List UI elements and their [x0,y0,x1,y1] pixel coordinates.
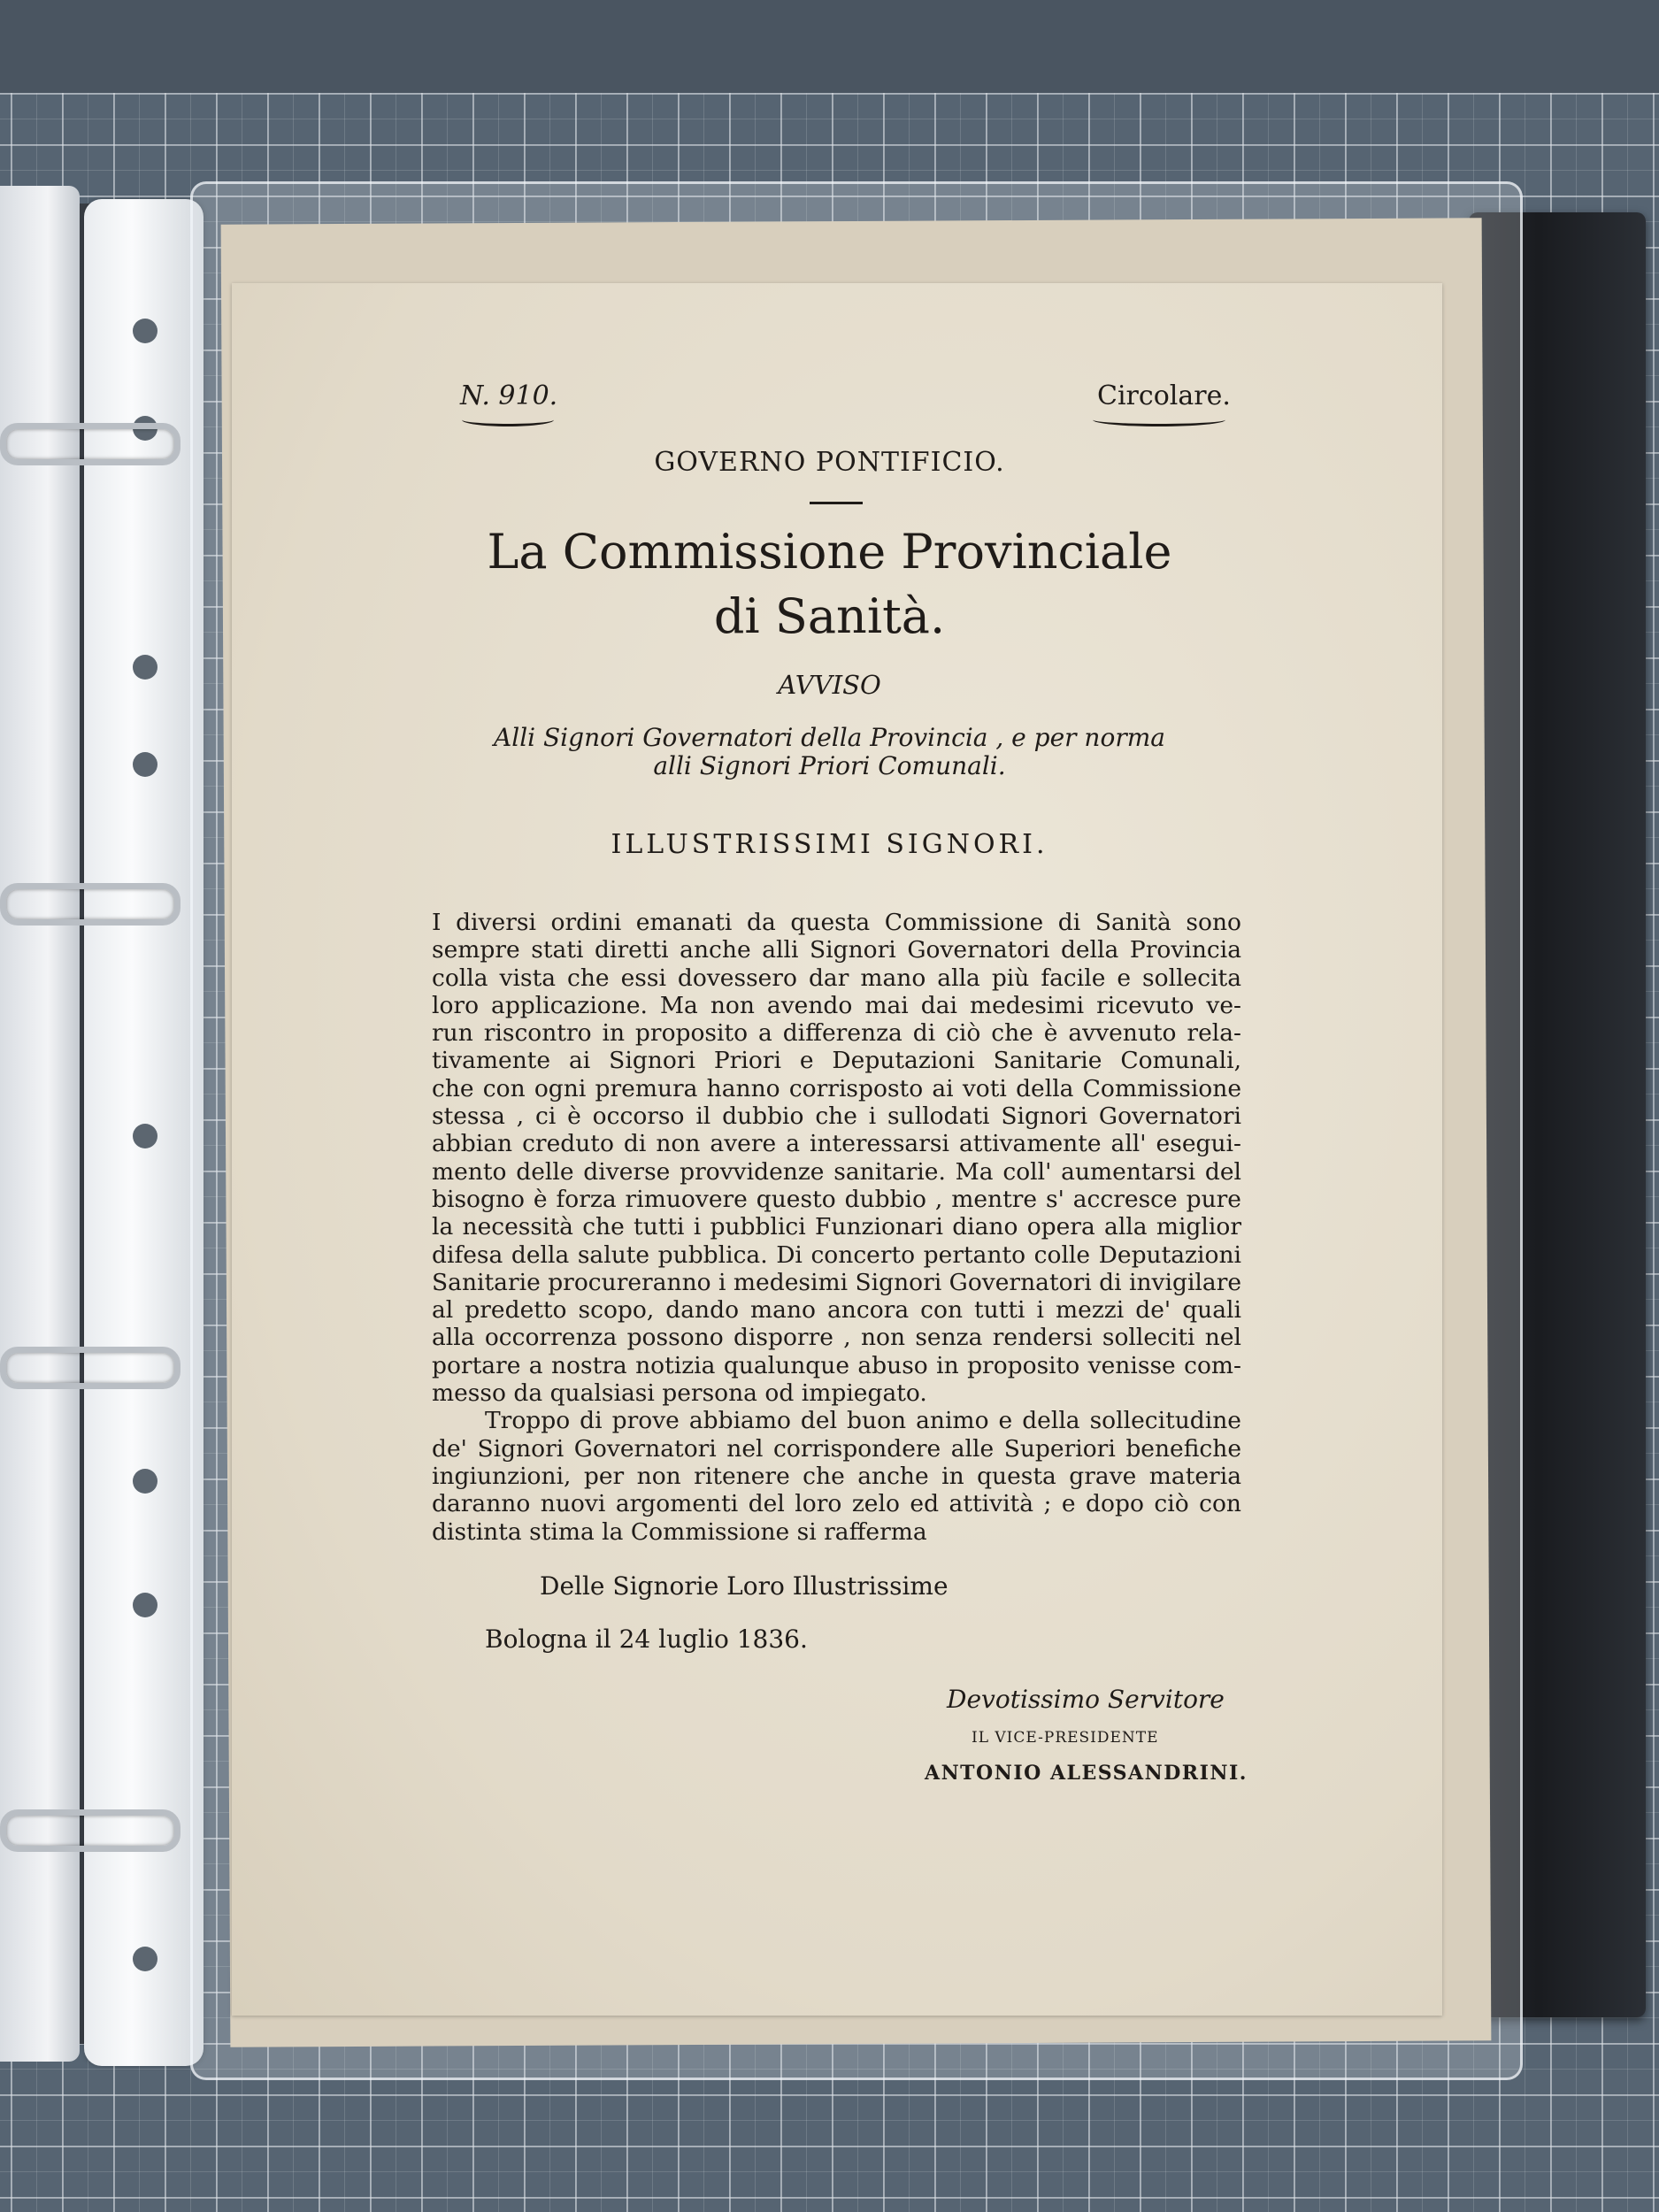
body-line: che con ogni premura hanno corrisposto ai voti della Commissione [432,1074,1241,1102]
body-line: colla vista che essi dovessero dar mano alla più facile e sollecita [432,964,1241,992]
body-line: stessa , ci è occorso il dubbio che i sullodati Signori Governatori [432,1102,1241,1131]
circular-swash [1093,413,1225,426]
body-line: run riscontro in proposito a differenza di ciò che è avvenuto rela- [432,1019,1241,1048]
title-line-2: di Sanità. [713,588,946,644]
body-line: I diversi ordini emanati da questa Commissione di Sanità sono [432,909,1241,936]
addressee-line-1: Alli Signori Governatori della Provincia , e per norma [494,723,1165,752]
body-line: al predetto scopo, dando mano ancora con tutti i mezzi de' quali [432,1296,1241,1325]
notice-heading: AVVISO [778,670,881,700]
body-line: daranno nuovi argomenti del loro zelo ed attività ; e dopo ciò con [432,1490,1241,1518]
addressee-line-2: alli Signori Priori Comunali. [653,751,1006,780]
body-line: bisogno è forza rimuovere questo dubbio , mentre s' accresce pure [432,1185,1241,1213]
signatory-name: ANTONIO ALESSANDRINI. [925,1762,1248,1785]
binder-ring [0,883,180,926]
mat-edge [0,0,1659,93]
body-line: messo da qualsiasi persona od impiegato. [432,1379,927,1408]
signatory-role: IL VICE-PRESIDENTE [972,1729,1159,1747]
title-line-1: La Commissione Provinciale [487,524,1172,580]
punch-hole [133,1947,157,1971]
body-line: loro applicazione. Ma non avendo mai dai medesimi ricevuto ve- [432,991,1241,1019]
punch-hole [133,1469,157,1494]
issuing-authority: GOVERNO PONTIFICIO. [654,447,1005,478]
body-line: tivamente ai Signori Priori e Deputazioni Sanitarie Comunali, [432,1047,1241,1075]
addressee-block [0,724,1659,780]
binder-ring [0,1809,180,1852]
body-line: Troppo di prove abbiamo del buon animo e della sollecitudine [485,1407,1241,1435]
punch-hole [133,1593,157,1617]
body-line: ingiunzioni, per non ritenere che anche in questa grave materia [432,1462,1241,1490]
place-date: Bologna il 24 luglio 1836. [485,1624,808,1654]
body-line: portare a nostra notizia qualunque abuso in proposito venisse com- [432,1351,1241,1379]
body-line: de' Signori Governatori nel corrispondere alle Superiori benefiche [432,1434,1241,1463]
body-line: la necessità che tutti i pubblici Funzionari diano opera alla miglior [432,1213,1241,1241]
closing-formula: Delle Signorie Loro Illustrissime [540,1571,949,1601]
title-rule [810,502,863,504]
body-text [432,909,1241,1546]
salutation: ILLUSTRISSIMI SIGNORI. [611,829,1048,860]
body-line: distinta stima la Commissione si rafferma [432,1517,927,1546]
body-line: alla occorrenza possono disporre , non senza rendersi solleciti nel [432,1324,1241,1352]
number-swash [462,413,554,426]
punch-hole [133,319,157,343]
circular-label: Circolare. [1097,380,1231,411]
punch-hole [133,1124,157,1148]
body-line: mento delle diverse provvidenze sanitarie. Ma coll' aumentarsi del [432,1157,1241,1186]
circular-number: N. 910. [460,380,558,411]
body-line: abbian creduto di non avere a interessarsi attivamente all' esegui- [432,1130,1241,1158]
body-line: Sanitarie procureranno i medesimi Signori Governatori di invigilare [432,1268,1242,1296]
valediction: Devotissimo Servitore [947,1685,1225,1714]
body-line: sempre stati diretti anche alli Signori Governatori della Provincia [432,936,1241,964]
binder-ring [0,1347,180,1389]
body-line: difesa della salute pubblica. Di concerto pertanto colle Deputazioni [432,1240,1241,1269]
